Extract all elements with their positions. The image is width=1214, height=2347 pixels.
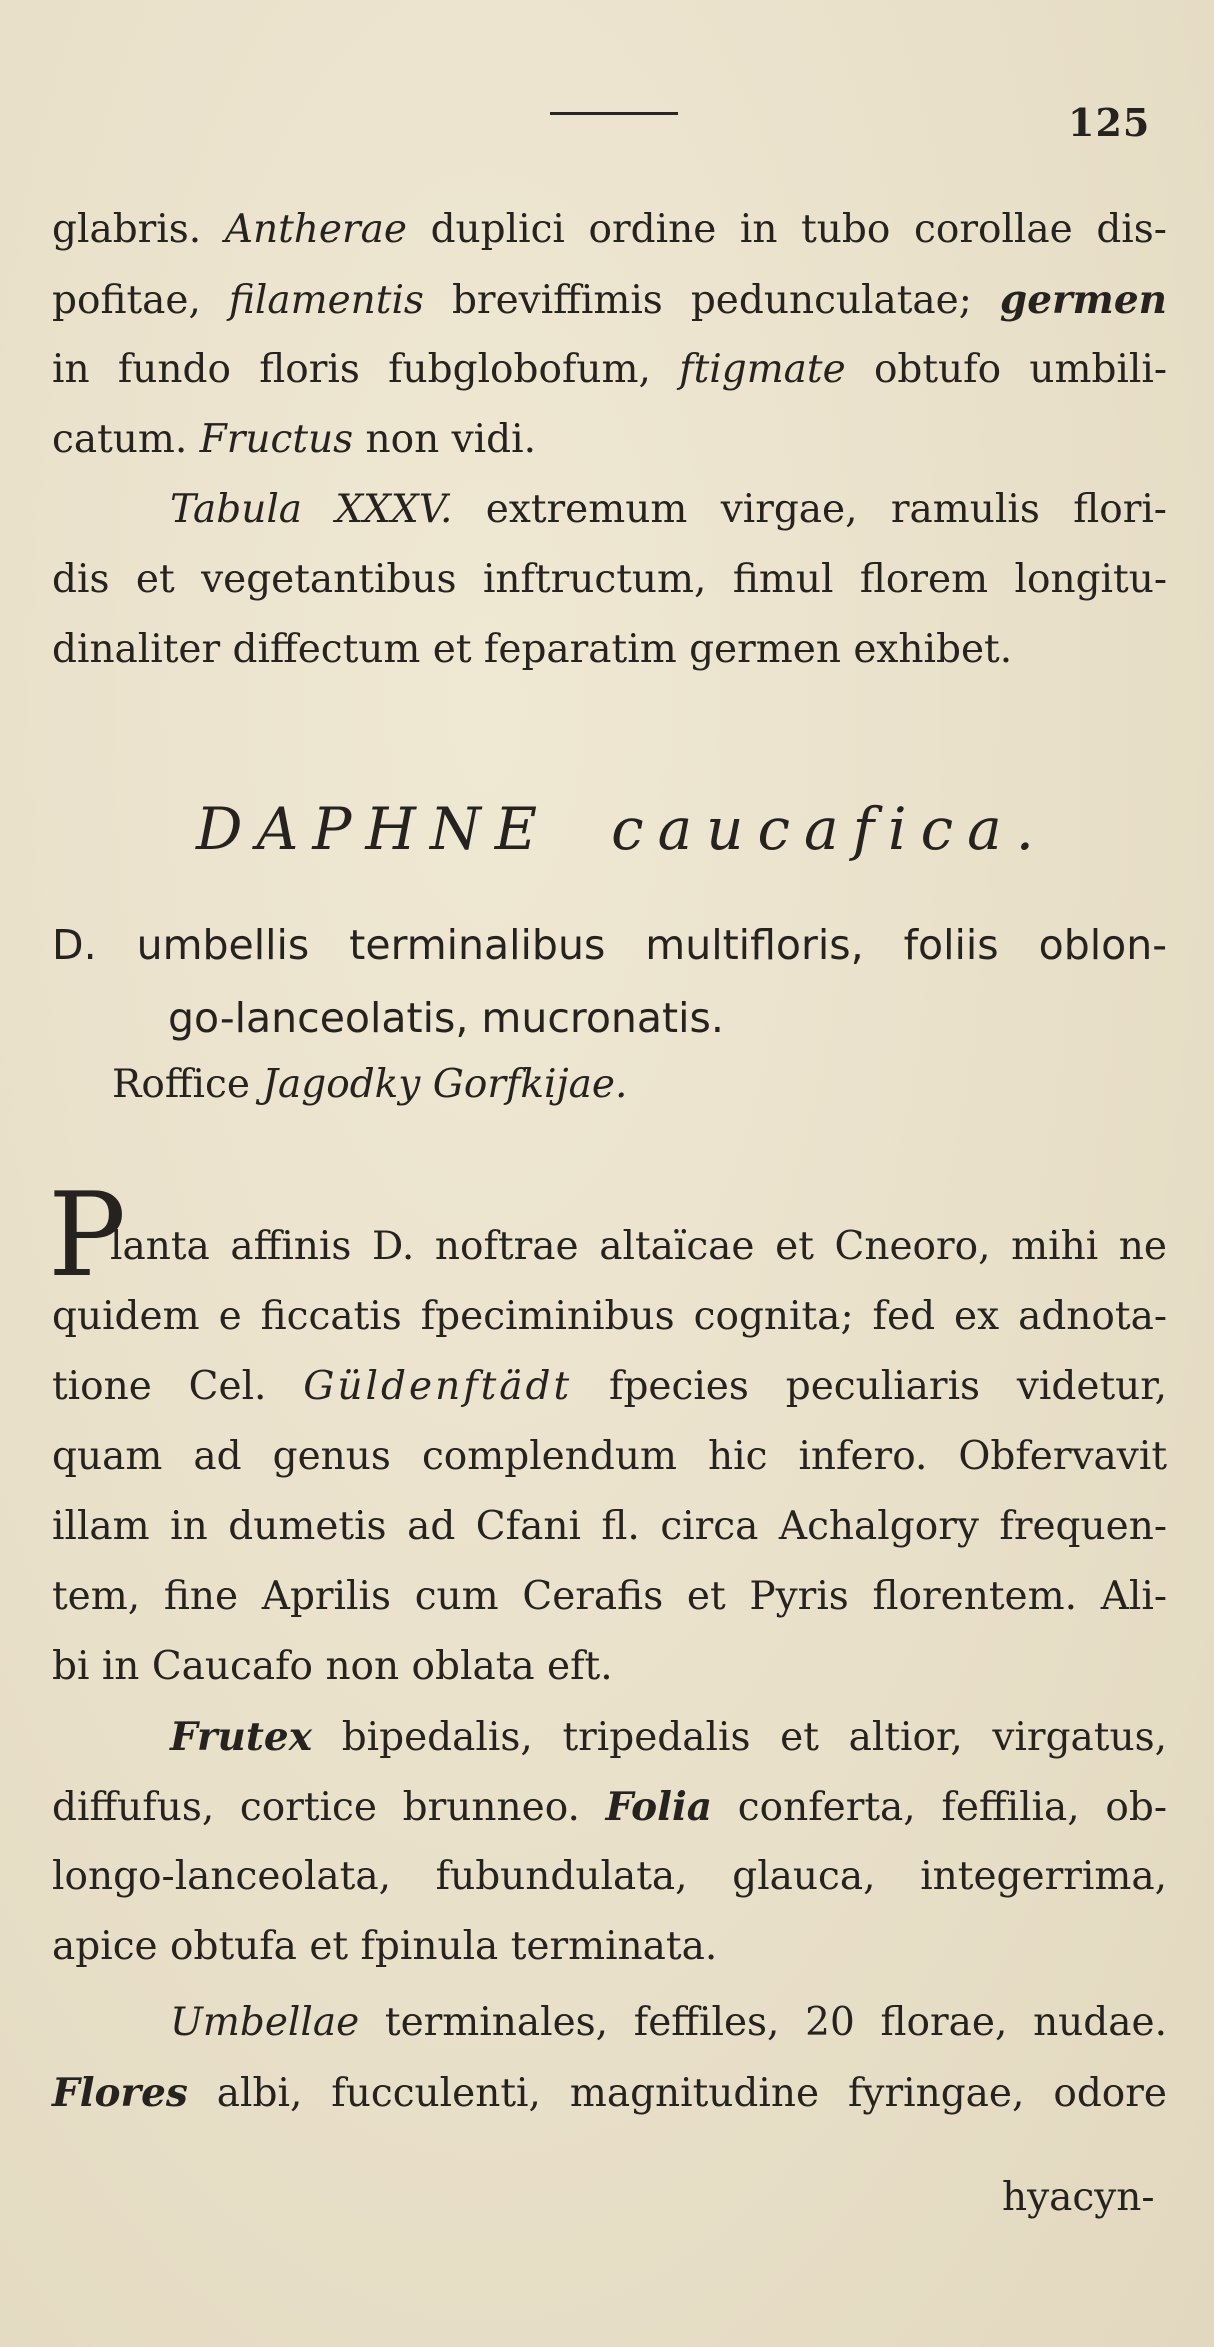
italic-term: Folia: [605, 1784, 713, 1830]
italic-term: ftigmate: [679, 347, 846, 392]
italic-term: Antherae: [224, 207, 407, 252]
text-line: quam ad genus complendum hic infero. Obfervavit: [52, 1434, 1167, 1479]
text-line: dinaliter diffectum et feparatim germen exhibet.: [52, 627, 1013, 672]
text-line: longo-lanceolata, fubundulata, glauca, integerrima,: [52, 1854, 1167, 1899]
plate-reference: Tabula XXXV.: [170, 487, 453, 532]
text-span: tione Cel.: [52, 1364, 304, 1409]
text-line: illam in dumetis ad Cfani fl. circa Achalgory frequen-: [52, 1504, 1167, 1549]
text-line: lanta affinis D. noftrae altaïcae et Cneoro, mihi ne: [110, 1224, 1167, 1269]
italic-term: Flores: [52, 2070, 188, 2116]
text-line: in fundo floris fubglobofum, ftigmate obtufo umbili-: [52, 347, 1168, 392]
diagnosis-line: D. umbellis terminalibus multifloris, foliis oblon-: [52, 921, 1167, 969]
diagnosis-line: go-lanceolatis, mucronatis.: [168, 994, 724, 1042]
italic-term: germen: [999, 277, 1167, 323]
text-line: tem, fine Aprilis cum Cerafis et Pyris florentem. Ali-: [52, 1574, 1167, 1619]
text-line: quidem e ficcatis fpeciminibus cognita; fed ex adnota-: [52, 1294, 1167, 1339]
italic-term: filamentis: [228, 278, 424, 323]
text-line: [170, 1712, 1167, 1763]
text-line: catum. Fructus non vidi.: [52, 417, 536, 462]
page-number: 125: [1068, 100, 1151, 145]
text-line: dis et vegetantibus inftructum, fimul florem longitu-: [52, 557, 1167, 602]
russian-vernacular-name: Jagodky Gorfkijae.: [262, 1062, 628, 1107]
text-line: bi in Caucafo non oblata eft.: [52, 1644, 613, 1689]
russian-name-line: [112, 1060, 912, 1110]
genus-name: DAPHNE: [196, 795, 552, 863]
species-epithet: caucafica.: [611, 795, 1049, 863]
text-span: albi, fucculenti, magnitudine fyringae, odore: [187, 2071, 1167, 2116]
text-span: extremum virgae, ramulis flori-: [452, 487, 1167, 532]
text-span: conferta, feffilia, ob-: [712, 1785, 1167, 1830]
text-line: [170, 485, 1167, 535]
text-line: glabris. Antherae duplici ordine in tubo corollae dis-: [52, 207, 1167, 252]
catchword: hyacyn-: [1002, 2175, 1155, 2220]
header-rule: [550, 112, 678, 115]
text-line: [170, 1998, 1167, 2048]
text-line: [52, 2068, 1167, 2119]
text-line: apice obtufa et fpinula terminata.: [52, 1924, 718, 1969]
text-line: [52, 1782, 1167, 1833]
text-line: [52, 1362, 1167, 1412]
italic-term: Fructus: [199, 417, 354, 462]
text-span: bipedalis, tripedalis et altior, virgatus,: [311, 1715, 1167, 1760]
text-line: pofitae, filamentis breviffimis pedunculatae; germen: [52, 277, 1167, 323]
text-span: Roffice: [112, 1062, 263, 1107]
drop-cap: P: [48, 1168, 127, 1303]
author-name: Güldenftädt: [303, 1364, 573, 1409]
italic-term: Frutex: [170, 1714, 312, 1760]
italic-term: Umbellae: [170, 2000, 360, 2045]
text-span: fpecies peculiaris videtur,: [572, 1364, 1167, 1409]
text-span: terminales, feffiles, 20 florae, nudae.: [359, 2000, 1167, 2045]
text-span: diffufus, cortice brunneo.: [52, 1785, 606, 1830]
species-title: [196, 795, 1049, 863]
